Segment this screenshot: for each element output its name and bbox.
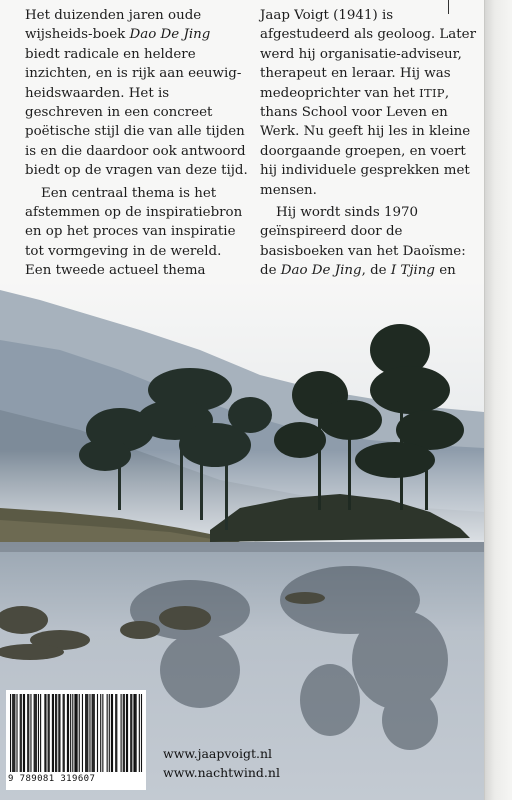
barcode-bar: [21, 694, 22, 772]
book-title-italic: I Tjing: [390, 263, 435, 279]
barcode-bar: [34, 694, 35, 772]
barcode-bar: [44, 694, 45, 772]
barcode-bar: [141, 694, 142, 772]
barcode-bar: [24, 694, 25, 772]
barcode-bar: [87, 694, 88, 772]
isbn-number: 9 789081 319607: [8, 774, 96, 784]
book-title-italic: Dao De Jing: [280, 263, 362, 279]
barcode-bar: [92, 694, 93, 772]
barcode-bar: [107, 694, 108, 772]
barcode-bar: [134, 694, 135, 772]
barcode-bar: [38, 694, 39, 772]
website-links: [163, 744, 280, 782]
barcode-bar: [48, 694, 49, 772]
barcode-bar: [63, 694, 64, 772]
barcode-bar: [79, 694, 80, 772]
barcode-bar: [12, 694, 13, 772]
barcode-bar: [49, 694, 50, 772]
barcode-bar: [58, 694, 59, 772]
isbn-barcode: [6, 690, 146, 790]
barcode-bar: [115, 694, 116, 772]
barcode-bar: [111, 694, 112, 772]
bio-text: , thans School voor Leven en Werk. Nu geeft hij les in kleine doorgaande groepen, en voert hij individuele gesprekken met mensen.: [260, 85, 471, 198]
barcode-bar: [28, 694, 29, 772]
book-title-italic: Dao De Jing: [129, 27, 211, 43]
barcode-bar: [20, 694, 21, 772]
synopsis-paragraph-2: Een centraal thema is het afstemmen op de inspiratiebron en op het proces van inspiratie tot vormgeving in de wereld. Een tweede actueel thema: [25, 185, 243, 279]
bio-text: en: [434, 263, 456, 279]
barcode-bar: [133, 694, 134, 772]
barcode-bar: [121, 694, 122, 772]
barcode-bar: [77, 694, 78, 772]
barcode-bar: [75, 694, 76, 772]
barcode-bar: [10, 694, 11, 772]
barcode-bar: [136, 694, 137, 772]
barcode-bar: [112, 694, 113, 772]
bio-text: Hij wordt sinds 1970 geïnspireerd door de basisboeken van het Daoïsme: de: [260, 205, 466, 279]
barcode-bar: [36, 694, 37, 772]
barcode-bar: [72, 694, 73, 772]
barcode-bar: [100, 694, 101, 772]
barcode-bar: [86, 694, 87, 772]
barcode-bar: [59, 694, 60, 772]
barcode-bar: [23, 694, 24, 772]
barcode-bars: [6, 690, 146, 774]
barcode-bar: [93, 694, 94, 772]
barcode-bar: [56, 694, 57, 772]
barcode-bar: [82, 694, 83, 772]
barcode-bar: [40, 694, 41, 772]
barcode-bar: [35, 694, 36, 772]
synopsis-paragraph-1: [25, 6, 249, 181]
barcode-bar: [94, 694, 95, 772]
url-nachtwind[interactable]: www.nachtwind.nl: [163, 765, 280, 780]
barcode-bar: [127, 694, 128, 772]
barcode-bar: [85, 694, 86, 772]
barcode-bar: [70, 694, 71, 772]
barcode-bar: [131, 694, 132, 772]
barcode-bar: [130, 694, 131, 772]
barcode-bar: [68, 694, 69, 772]
author-bio-paragraph-1: [260, 6, 476, 200]
barcode-bar: [126, 694, 127, 772]
bio-text: Jaap Voigt (1941) is afgestudeerd als geoloog. Later werd hij organisatie-adviseur, therapeut en leraar. Hij was medeoprichter van het: [260, 8, 476, 101]
barcode-bar: [27, 694, 28, 772]
barcode-bar: [52, 694, 53, 772]
barcode-bar: [14, 694, 15, 772]
barcode-bar: [123, 694, 124, 772]
crop-mark: [448, 0, 449, 14]
synopsis-text: Het duizenden jaren oude wijsheids-boek: [25, 8, 202, 43]
book-spine-edge: [484, 0, 512, 800]
itip-abbreviation: ITIP: [419, 85, 445, 100]
barcode-bar: [97, 694, 98, 772]
barcode-bar: [13, 694, 14, 772]
barcode-bar: [30, 694, 31, 772]
barcode-bar: [67, 694, 68, 772]
barcode-bar: [74, 694, 75, 772]
barcode-bar: [45, 694, 46, 772]
barcode-bar: [109, 694, 110, 772]
synopsis-text: biedt radicale en heldere inzichten, en is rijk aan eeuwig-heidswaarden. Het is geschreven in een concreet poëtische stijl die van alle tijden is en die daardoor ook antwoord biedt op de vragen van deze tijd.: [25, 46, 248, 179]
barcode-bar: [53, 694, 54, 772]
barcode-bar: [116, 694, 117, 772]
bio-text: , de: [361, 263, 391, 279]
barcode-bar: [64, 694, 65, 772]
url-jaapvoigt[interactable]: www.jaapvoigt.nl: [163, 746, 273, 761]
barcode-bar: [102, 694, 103, 772]
barcode-bar: [16, 694, 17, 772]
barcode-bar: [124, 694, 125, 772]
barcode-bar: [89, 694, 90, 772]
barcode-bar: [55, 694, 56, 772]
barcode-bar: [139, 694, 140, 772]
